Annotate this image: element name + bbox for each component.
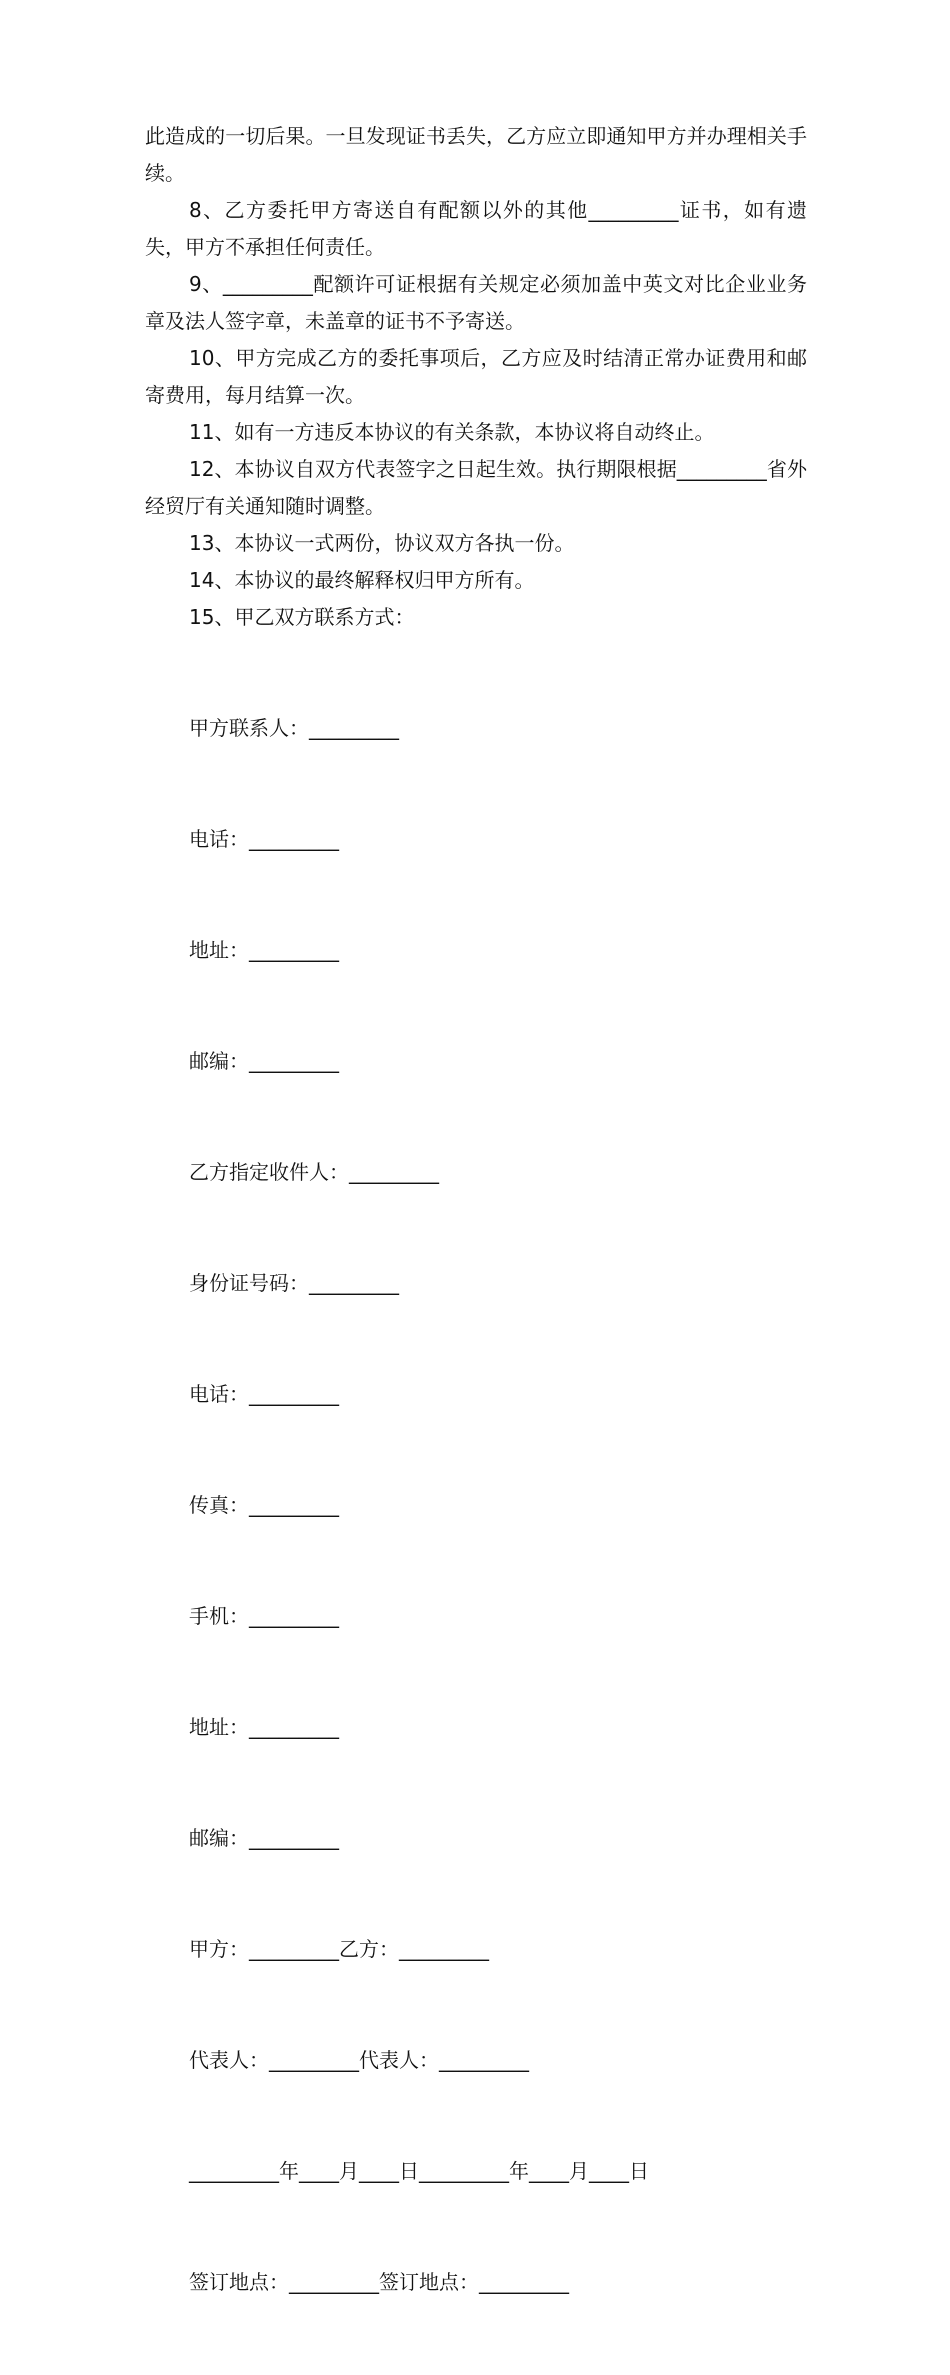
- clause-12: 12、本协议自双方代表签字之日起生效。执行期限根据_________省外经贸厅有关通知随时调整。: [145, 457, 807, 518]
- clause-14: 14、本协议的最终解释权归甲方所有。: [189, 568, 535, 592]
- clause-9: 9、_________配额许可证根据有关规定必须加盖中英文对比企业业务章及法人签字章，未盖章的证书不予寄送。: [145, 272, 807, 333]
- party-b-recipient: 乙方指定收件人：_________: [189, 1160, 439, 1184]
- party-a-contact-person: 甲方联系人：_________: [189, 716, 399, 740]
- document-body: [145, 118, 807, 2375]
- signature-locations: 签订地点：_________签订地点：_________: [189, 2270, 569, 2294]
- signature-representatives: 代表人：_________代表人：_________: [189, 2048, 529, 2072]
- party-b-postcode: 邮编：_________: [189, 1826, 339, 1850]
- clause-13: 13、本协议一式两份，协议双方各执一份。: [189, 531, 575, 555]
- signature-parties: 甲方：_________乙方：_________: [189, 1937, 489, 1961]
- party-b-phone: 电话：_________: [189, 1382, 339, 1406]
- clause-11: 11、如有一方违反本协议的有关条款，本协议将自动终止。: [189, 420, 715, 444]
- clause-15: 15、甲乙双方联系方式：: [189, 605, 415, 629]
- party-b-fax: 传真：_________: [189, 1493, 339, 1517]
- party-b-mobile: 手机：_________: [189, 1604, 339, 1628]
- clause-10: 10、甲方完成乙方的委托事项后，乙方应及时结清正常办证费用和邮寄费用，每月结算一次。: [145, 346, 807, 407]
- party-a-postcode: 邮编：_________: [189, 1049, 339, 1073]
- contact-section: [145, 636, 807, 2375]
- party-a-phone: 电话：_________: [189, 827, 339, 851]
- signature-dates: _________年____月____日_________年____月____日: [189, 2159, 649, 2183]
- party-a-address: 地址：_________: [189, 938, 339, 962]
- clause-8: 8、乙方委托甲方寄送自有配额以外的其他_________证书，如有遗失，甲方不承担任何责任。: [145, 198, 807, 259]
- paragraph-continuation: 此造成的一切后果。一旦发现证书丢失，乙方应立即通知甲方并办理相关手续。: [145, 124, 807, 185]
- party-b-address: 地址：_________: [189, 1715, 339, 1739]
- party-b-id-number: 身份证号码：_________: [189, 1271, 399, 1295]
